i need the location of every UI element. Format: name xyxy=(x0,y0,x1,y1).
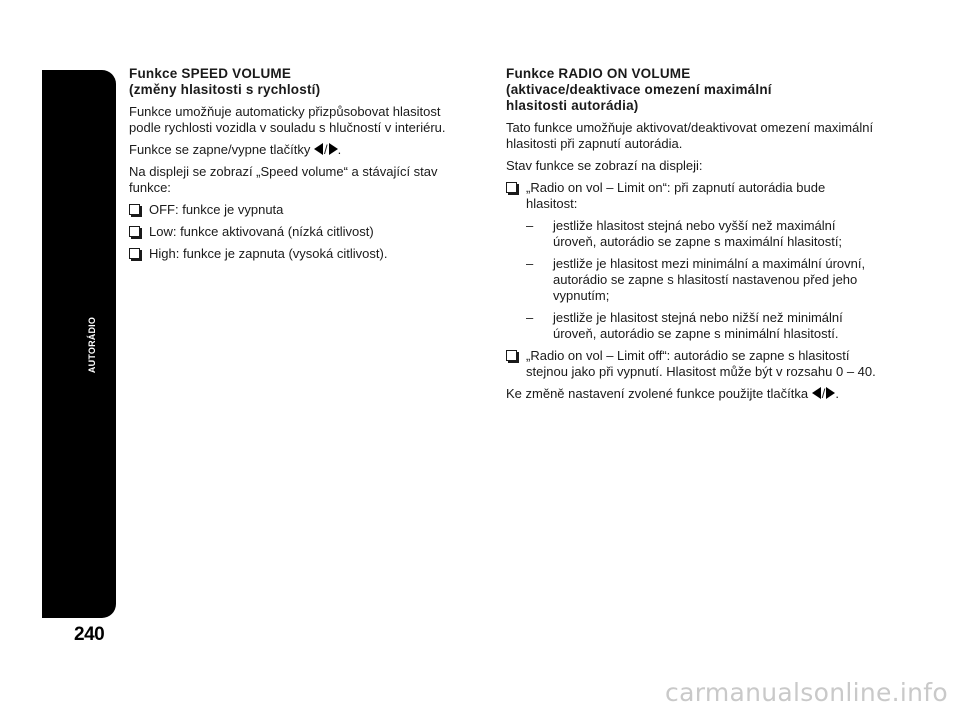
checkbox-bullet-icon xyxy=(506,182,517,193)
triangle-left-icon xyxy=(812,387,821,399)
triangle-right-icon xyxy=(826,387,835,399)
paragraph-text: Funkce se zapne/vypne tlačítky xyxy=(129,142,314,157)
triangle-right-icon xyxy=(329,143,338,155)
dash-item-text: jestliže hlasitost stejná nebo vyšší než maximální úroveň, autorádio se zapne s maximální hlasitostí; xyxy=(553,218,843,249)
right-column xyxy=(506,66,876,408)
list-item xyxy=(129,224,474,240)
paragraph-text: . xyxy=(337,142,342,157)
section-label: AUTORÁDIO xyxy=(87,316,97,374)
paragraph: Stav funkce se zobrazí na displeji: xyxy=(506,158,703,173)
list-item-text: OFF: funkce je vypnuta xyxy=(149,202,284,217)
heading-line: Funkce RADIO ON VOLUME xyxy=(506,66,691,81)
checkbox-bullet-icon xyxy=(506,350,517,361)
paragraph-buttons xyxy=(506,386,876,402)
heading-line: (změny hlasitosti s rychlostí) xyxy=(129,82,321,97)
list-item-text: Low: funkce aktivovaná (nízká citlivost) xyxy=(149,224,374,239)
paragraph-buttons xyxy=(129,142,474,158)
slash: / xyxy=(323,142,328,157)
left-column xyxy=(129,66,474,268)
paragraph-text: Ke změně nastavení zvolené funkce použijte tlačítka xyxy=(506,386,812,401)
slash: / xyxy=(821,386,826,401)
paragraph: Tato funkce umožňuje aktivovat/deaktivovat omezení maximální hlasitosti při zapnutí autorádia. xyxy=(506,120,874,151)
checkbox-bullet-icon xyxy=(129,248,140,259)
dash-item-text: jestliže je hlasitost mezi minimální a maximální úrovní, autorádio se zapne s hlasitostí nastavenou před jeho vypnutím; xyxy=(553,256,866,303)
list-item-text: High: funkce je zapnuta (vysoká citlivost). xyxy=(149,246,388,261)
page-number: 240 xyxy=(74,624,105,645)
list-item xyxy=(506,348,876,380)
list-item-text: „Radio on vol – Limit on“: při zapnutí autorádia bude hlasitost: xyxy=(526,180,826,211)
watermark: carmanualsonline.info xyxy=(665,678,948,707)
dash-mark: – xyxy=(526,218,534,233)
dash-item xyxy=(526,310,876,342)
dash-item-text: jestliže je hlasitost stejná nebo nižší než minimální úroveň, autorádio se zapne s minimální hlasitostí. xyxy=(553,310,843,341)
list-item xyxy=(129,246,474,262)
heading-line: (aktivace/deaktivace omezení maximální xyxy=(506,82,772,97)
triangle-left-icon xyxy=(314,143,323,155)
section-sidebar xyxy=(42,70,116,618)
dash-item xyxy=(526,256,876,304)
list-item-text: „Radio on vol – Limit off“: autorádio se zapne s hlasitostí stejnou jako při vypnutí. Hlasitost může být v rozsahu 0 – 40. xyxy=(526,348,876,379)
dash-mark: – xyxy=(526,256,534,271)
dash-item xyxy=(526,218,876,250)
paragraph: Funkce umožňuje automaticky přizpůsobovat hlasitost podle rychlosti vozidla v souladu s hlučností v interiéru. xyxy=(129,104,446,135)
list-item xyxy=(129,202,474,218)
paragraph-text: . xyxy=(835,386,839,401)
paragraph: Na displeji se zobrazí „Speed volume“ a stávající stav funkce: xyxy=(129,164,438,195)
heading-line: Funkce SPEED VOLUME xyxy=(129,66,292,81)
radio-on-volume-heading xyxy=(506,66,876,114)
speed-volume-heading xyxy=(129,66,474,98)
list-item xyxy=(506,180,876,212)
checkbox-bullet-icon xyxy=(129,226,140,237)
dash-mark: – xyxy=(526,310,534,325)
heading-line: hlasitosti autorádia) xyxy=(506,98,639,113)
checkbox-bullet-icon xyxy=(129,204,140,215)
